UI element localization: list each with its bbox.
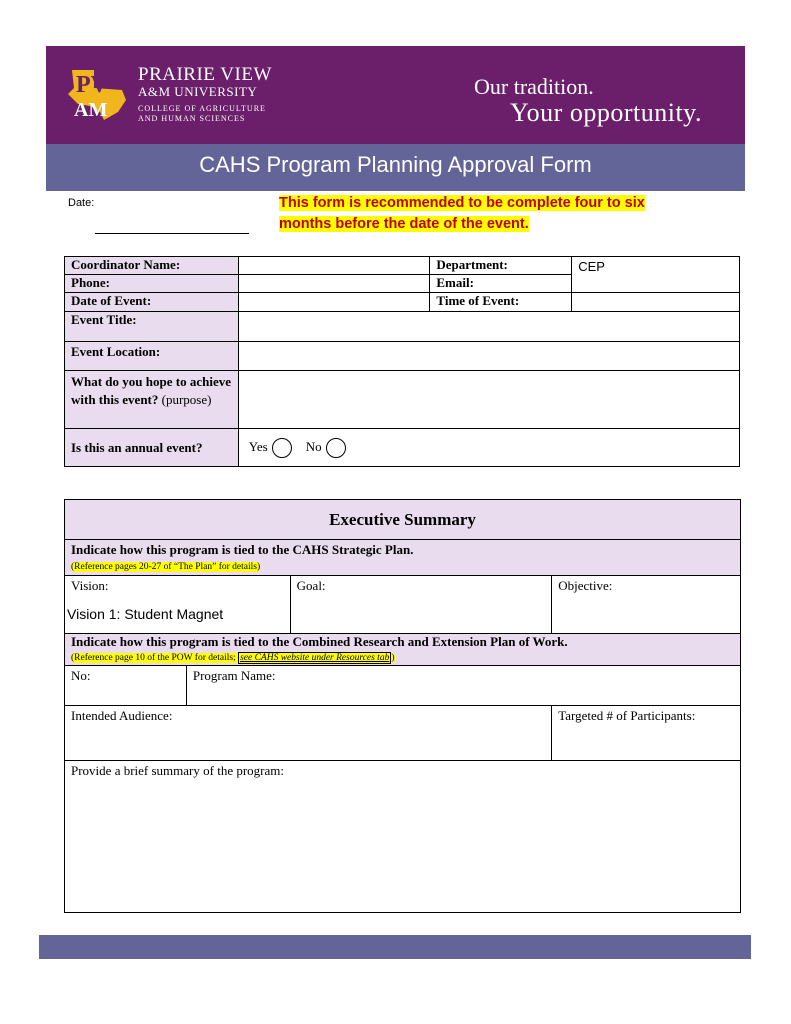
pow-ref [71,653,395,663]
coordinator-label: Coordinator Name: [65,257,239,275]
notice-line1: This form is recommended to be complete four to six [279,195,645,211]
college-name-line2: AND HUMAN SCIENCES [138,114,246,123]
event-title-field[interactable] [238,312,739,342]
annual-event-label: Is this an annual event? [65,429,239,467]
yes-label: Yes [248,438,268,454]
no-cell[interactable] [65,666,187,706]
svg-text:PV: PV [76,72,108,98]
strategic-plan-row [65,540,741,576]
pow-row [65,634,741,666]
time-of-event-field[interactable] [572,293,740,312]
vision-label: Vision: [71,578,109,593]
header-banner [46,46,745,144]
strategic-plan-ref: (Reference pages 20-27 of “The Plan” for details) [71,562,261,572]
university-name: PRAIRIE VIEW [138,64,272,85]
title-bar [46,144,745,191]
pow-ref-link[interactable]: see CAHS website under Resources tab [240,653,390,663]
participants-cell[interactable] [552,706,741,761]
audience-cell[interactable] [65,706,552,761]
email-label: Email: [430,275,572,293]
notice-line2: months before the date of the event. [279,216,529,232]
purpose-field[interactable] [238,371,739,429]
event-info-table [64,256,740,467]
summary-heading: Executive Summary [65,500,741,540]
purpose-label-bold: What do you hope to achieve with this event? [71,374,231,407]
participants-label: Targeted # of Participants: [558,708,696,723]
svg-text:AM: AM [74,99,108,121]
pow-ref-end: ) [391,653,395,663]
purpose-label-plain: (purpose) [161,392,212,407]
no-label: No [305,438,322,454]
annual-event-options [238,429,739,467]
yes-radio[interactable] [272,438,292,458]
vision-cell [65,576,291,634]
goal-cell[interactable] [290,576,552,634]
audience-label: Intended Audience: [71,708,173,723]
university-logo-icon [64,60,130,126]
footer-bar [39,935,751,959]
objective-label: Objective: [558,578,613,593]
phone-field[interactable] [238,275,430,293]
department-field[interactable]: CEP [572,257,740,293]
purpose-label [65,371,239,429]
tagline-line2: Your opportunity. [510,98,702,127]
program-summary-cell[interactable] [65,761,741,913]
time-of-event-label: Time of Event: [430,293,572,312]
date-field[interactable] [95,233,249,234]
recommendation-notice [279,193,679,235]
goal-label: Goal: [296,578,326,593]
department-label: Department: [430,257,572,275]
date-label: Date: [68,197,95,209]
college-name-line1: COLLEGE OF AGRICULTURE [138,104,266,113]
phone-label: Phone: [65,275,239,293]
tagline-line1: Our tradition. [474,74,594,99]
program-name-label: Program Name: [192,668,276,683]
event-location-label: Event Location: [65,342,239,371]
event-location-field[interactable] [238,342,739,371]
university-subname: A&M UNIVERSITY [138,84,258,99]
pow-ref-text: (Reference page 10 of the POW for details; [71,653,236,663]
pow-intro: Indicate how this program is tied to the Combined Research and Extension Plan of Work. [71,634,568,649]
strategic-plan-intro: Indicate how this program is tied to the CAHS Strategic Plan. [71,542,414,557]
form-title: CAHS Program Planning Approval Form [199,152,592,177]
no-radio[interactable] [326,438,346,458]
objective-cell[interactable] [552,576,741,634]
date-of-event-field[interactable] [238,293,430,312]
coordinator-field[interactable] [238,257,430,275]
date-of-event-label: Date of Event: [65,293,239,312]
vision-field[interactable]: Vision 1: Student Magnet [67,606,224,622]
program-summary-label: Provide a brief summary of the program: [71,763,284,778]
program-name-cell[interactable] [186,666,740,706]
no-field-label: No: [71,668,91,683]
event-title-label: Event Title: [65,312,239,342]
executive-summary-table [64,499,741,913]
